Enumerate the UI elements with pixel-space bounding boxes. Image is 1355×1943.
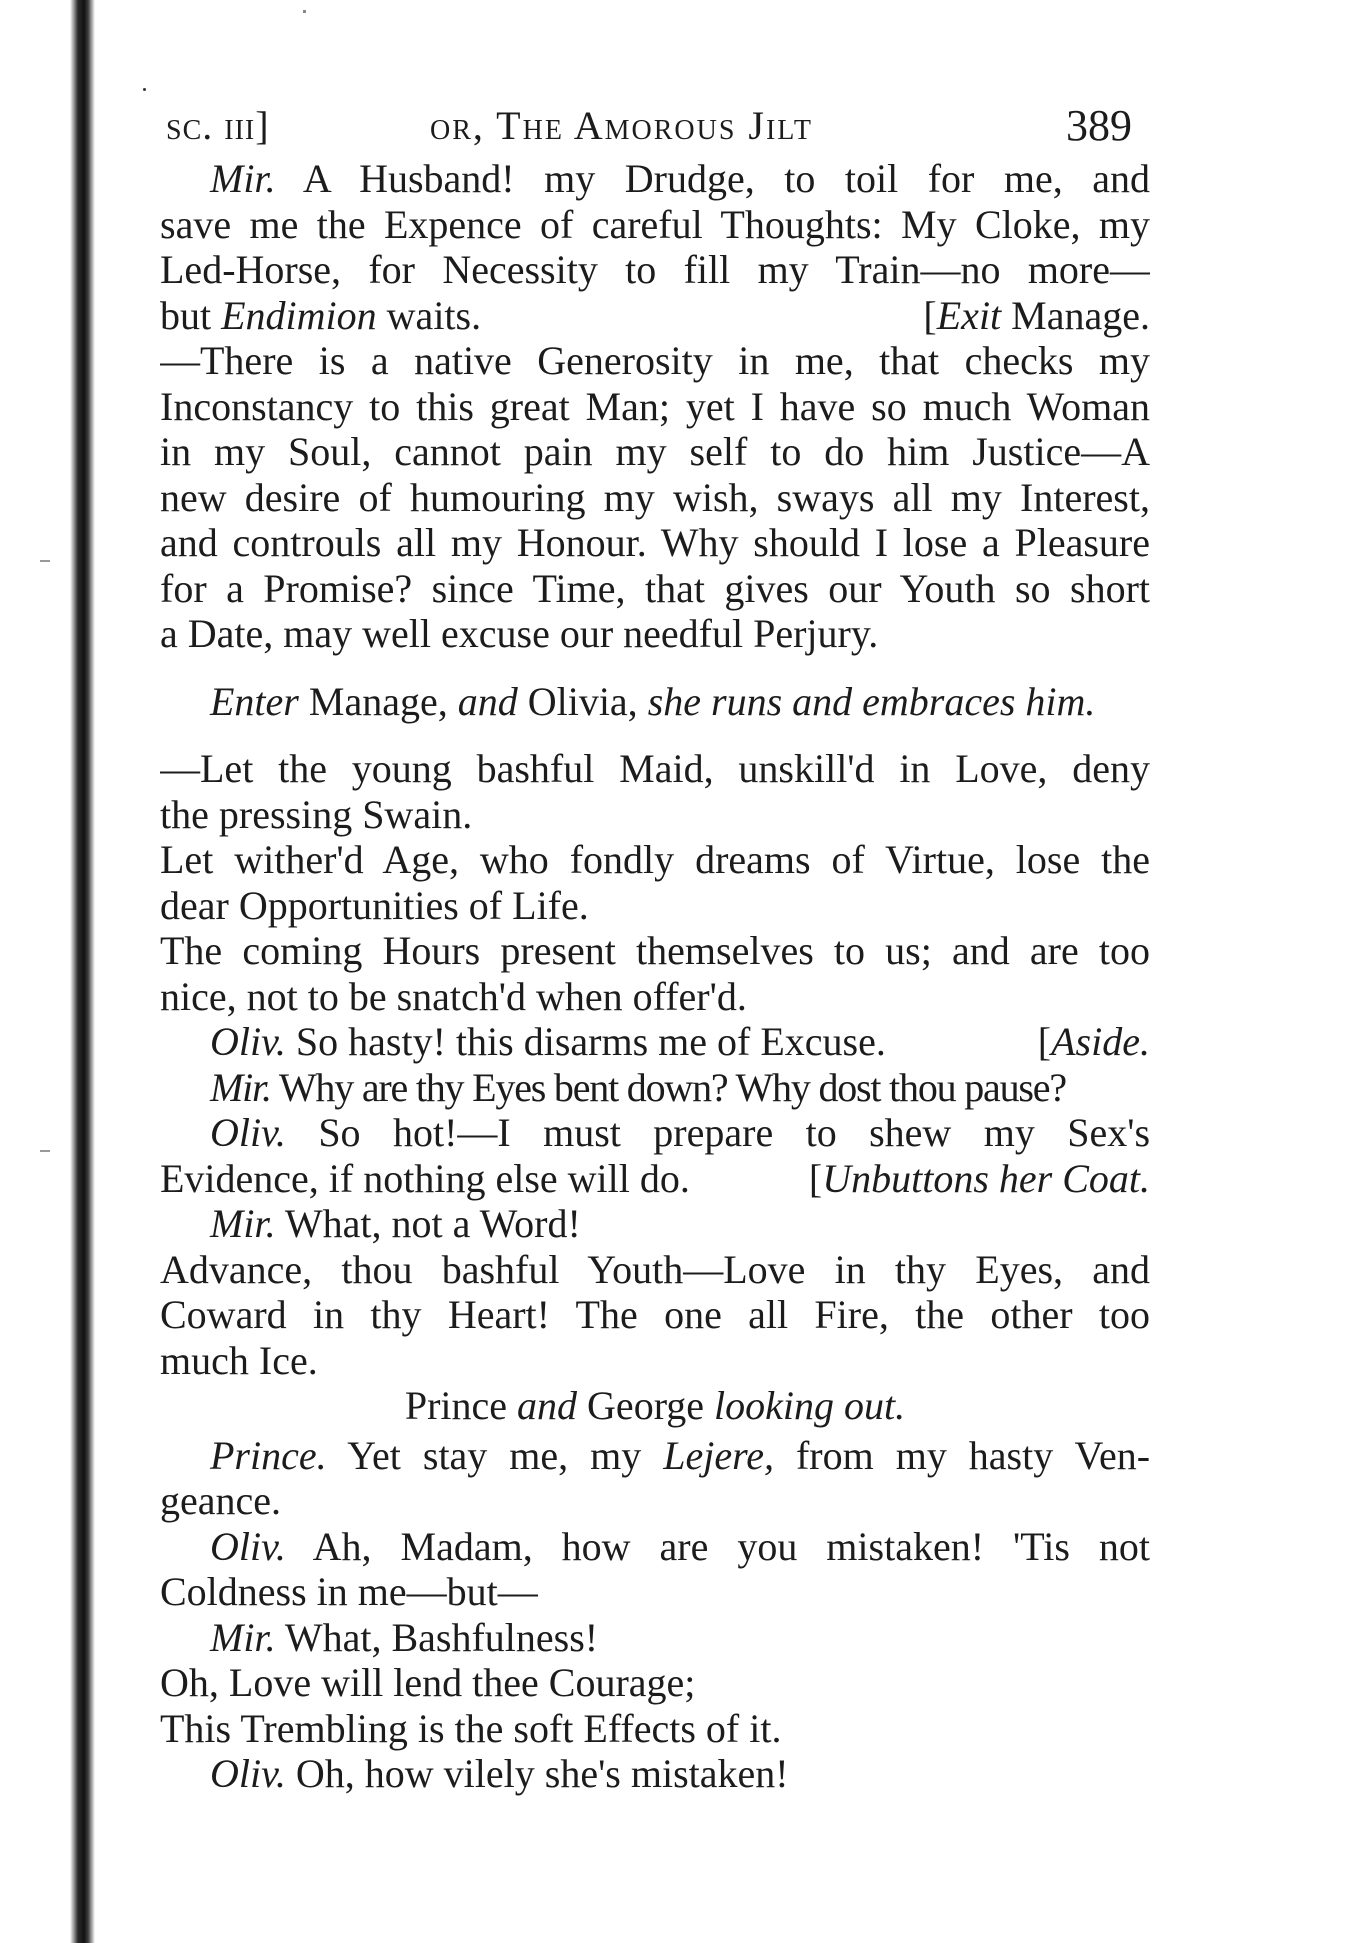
text-line: Mir. A Husband! my Drudge, to toil for me, and [210,156,1150,201]
speaker-name: Oliv. [210,1523,286,1569]
book-page [160,96,1150,1797]
ink-dot [143,88,146,91]
text-line: the pressing Swain. [160,791,473,837]
text-line: Advance, thou bashful Youth—Love in thy Eyes, and [160,1246,1150,1292]
stage-direction: Prince and George looking out. [404,1383,906,1428]
stage-direction: Enter Manage, and Olivia, she runs and embraces him. [210,678,1096,724]
page-number: 389 [1066,101,1132,150]
character-name: Endimion [221,292,377,338]
speaker-name: Mir. [210,156,276,201]
text-line: Let wither'd Age, who fondly dreams of Virtue, lose the [160,837,1150,882]
character-name: Lejere, [663,1432,774,1478]
text-line: Coward in thy Heart! The one all Fire, the other too [160,1292,1150,1337]
speaker-name: Prince. [210,1432,327,1478]
text-line: Coldness in me—but— [160,1569,538,1614]
running-title: or, The Amorous Jilt [430,103,813,148]
text-line: This Trembling is the soft Effects of it. [160,1705,782,1751]
text-line: The coming Hours present themselves to us; and are too [160,928,1150,973]
text-line: Oh, Love will lend thee Courage; [160,1660,696,1705]
text-line: nice, not to be snatch'd when offer'd. [160,973,747,1019]
text-line: save me the Expence of careful Thoughts: My Cloke, my [160,201,1150,247]
page-body [160,156,1150,1797]
speaker-name: Mir. [210,1201,276,1246]
text-line: Inconstancy to this great Man; yet I have so much Woman [160,383,1150,429]
section-marker: sc. iii] [166,103,270,148]
text-line: Led-Horse, for Necessity to fill my Train—no more— [160,247,1150,292]
text-line: Oliv. So hot!—I must prepare to shew my Sex's [210,1110,1150,1155]
text-line: new desire of humouring my wish, sways all my Interest, [160,474,1150,520]
speaker-name: Oliv. [210,1019,286,1064]
text-line: dear Opportunities of Life. [160,882,589,928]
text-line: but Endimion waits. [Exit Manage. [160,292,1150,338]
text-line: Evidence, if nothing else will do. [Unbuttons her Coat. [160,1155,1150,1201]
text-line: in my Soul, cannot pain my self to do him Justice—A [160,429,1150,474]
text-line: —Let the young bashful Maid, unskill'd in Love, deny [160,746,1150,791]
speaker-name: Oliv. [210,1110,286,1155]
text-line: for a Promise? since Time, that gives our Youth so short [160,565,1150,611]
text-line: Oliv. Ah, Madam, how are you mistaken! 'Tis not [210,1523,1150,1569]
ink-dot [303,10,306,13]
text-line: Oliv. So hasty! this disarms me of Excuse. [Aside. [210,1019,1150,1064]
text-line: —There is a native Generosity in me, that checks my [160,338,1150,383]
text-line: geance. [160,1478,282,1523]
text-line: a Date, may well excuse our needful Perjury. [160,611,879,656]
text-line: Prince. Yet stay me, my Lejere, from my hasty Ven- [210,1432,1150,1478]
speaker-name: Oliv. [210,1751,286,1796]
text-line: Mir. What, Bashfulness! [210,1614,599,1660]
speaker-name: Mir. [210,1064,271,1110]
stage-direction: [Exit Manage. [923,292,1150,338]
book-gutter-shadow [0,0,95,1943]
speaker-name: Mir. [210,1614,276,1660]
gutter-speck [40,1150,50,1152]
text-line: Mir. Why are thy Eyes bent down? Why dost thou pause? [210,1064,1066,1110]
stage-direction: [Unbuttons her Coat. [808,1155,1150,1201]
text-line: Mir. What, not a Word! [210,1201,581,1246]
stage-direction: [Aside. [1037,1019,1150,1064]
text-line: Oliv. Oh, how vilely she's mistaken! [210,1751,789,1796]
running-header [160,96,1150,156]
text-line: and controuls all my Honour. Why should I lose a Pleasure [160,520,1150,565]
text-line: much Ice. [160,1337,318,1383]
gutter-speck [40,560,50,562]
